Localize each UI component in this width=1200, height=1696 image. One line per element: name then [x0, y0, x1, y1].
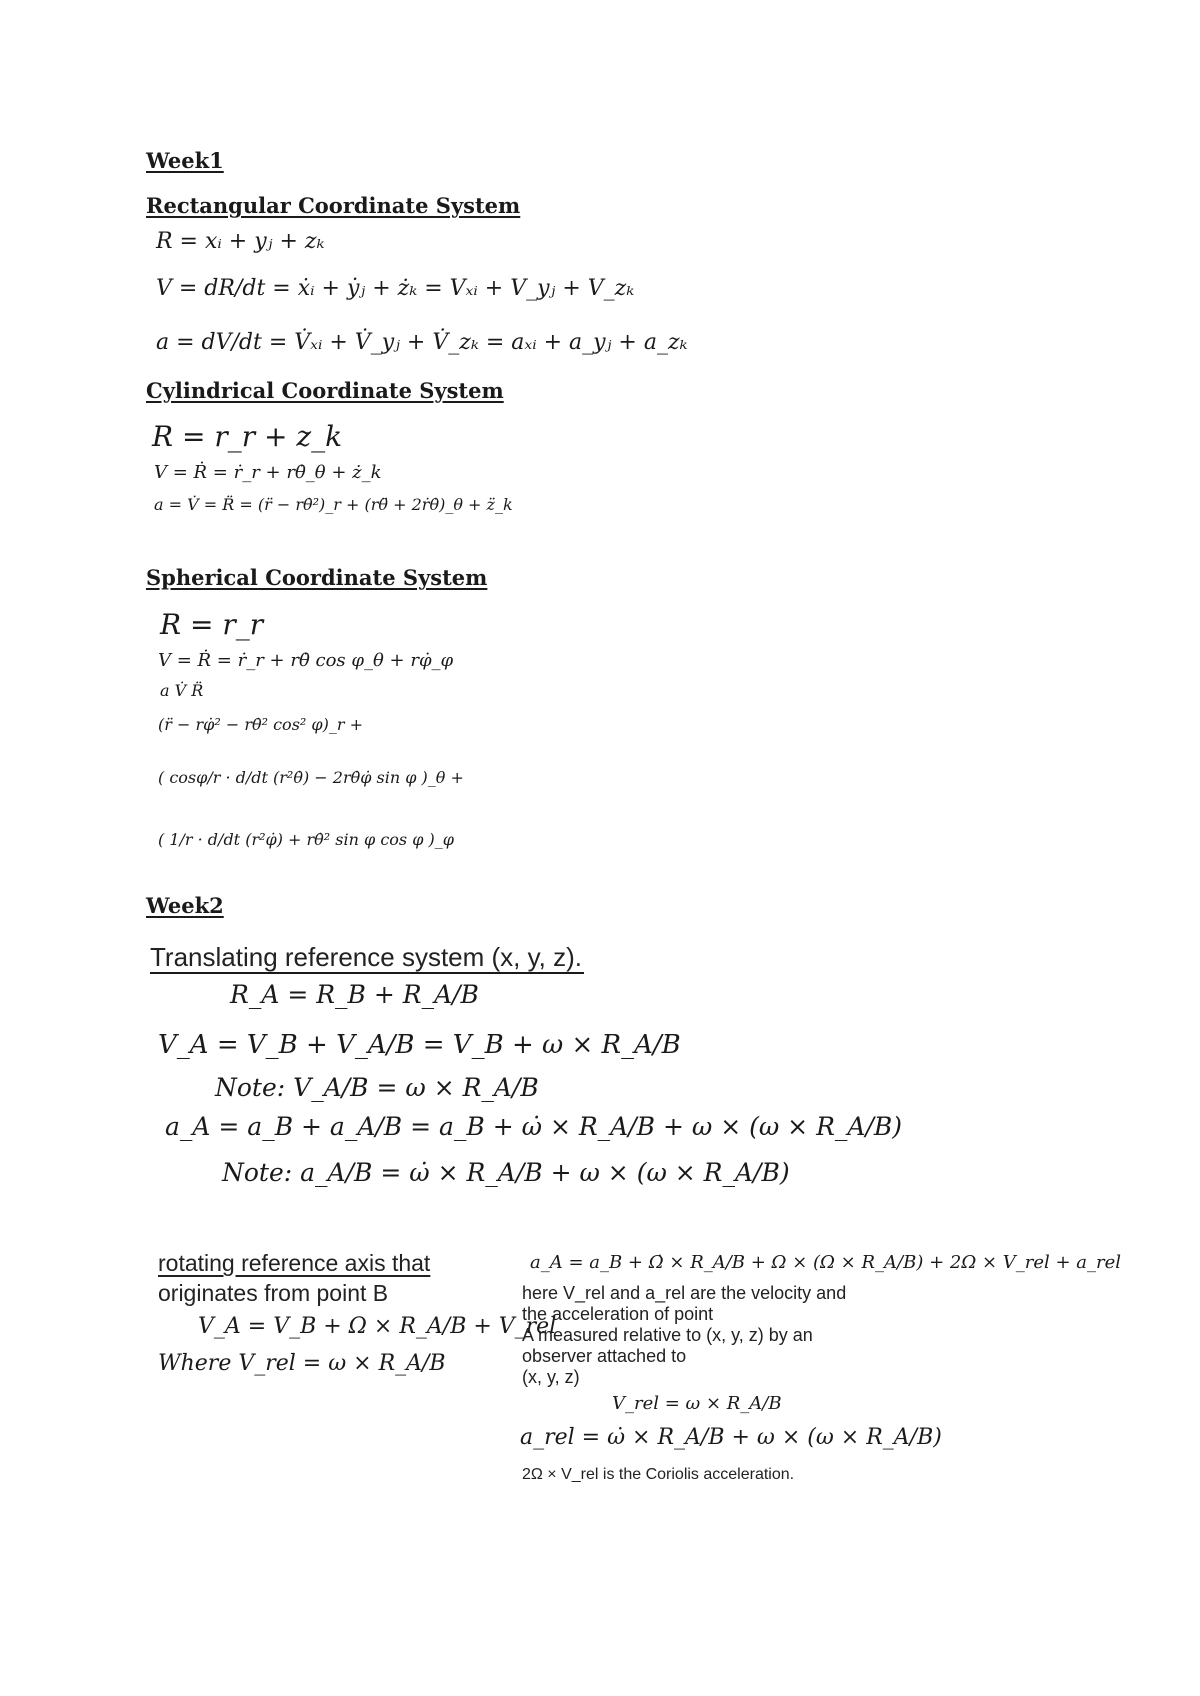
rot-note-line1: here V_rel and a_rel are the velocity and: [522, 1283, 847, 1303]
rotating-heading-line2: originates from point B: [158, 1280, 389, 1306]
translating-heading: Translating reference system (x, y, z).: [150, 942, 583, 972]
rot-note-line3: A measured relative to (x, y, z) by an: [522, 1325, 813, 1345]
trans-position-eq: R_A = R_B + R_A/B: [230, 980, 479, 1009]
sph-acceleration-label: a V̇ R̈: [160, 681, 204, 700]
rot-note-line4: observer attached to: [522, 1346, 687, 1366]
cyl-velocity-eq: V = Ṙ = ṙ_r + rθ̇_θ + ż_k: [154, 462, 382, 483]
trans-velocity-eq: V_A = V_B + V_A/B = V_B + ω × R_A/B: [158, 1030, 681, 1060]
rot-where-eq: Where V_rel = ω × R_A/B: [158, 1351, 446, 1376]
translating-underline: [150, 972, 584, 974]
rot-velocity-eq: V_A = V_B + Ω × R_A/B + V_rel: [198, 1314, 557, 1339]
rot-note-line5: (x, y, z): [522, 1367, 580, 1387]
rot-note-line2: the acceleration of point: [522, 1304, 714, 1324]
rectangular-heading: Rectangular Coordinate System: [146, 193, 521, 218]
rotating-heading-line1: rotating reference axis that: [158, 1250, 431, 1276]
rot-acceleration-eq: a_A = a_B + Ω̇ × R_A/B + Ω × (Ω × R_A/B) + 2Ω × V_rel + a_rel: [530, 1252, 1122, 1273]
trans-velocity-note: Note: V_A/B = ω × R_A/B: [215, 1073, 539, 1102]
sph-position-eq: R = r_r: [160, 608, 264, 641]
sph-velocity-eq: V = Ṙ = ṙ_r + rθ̇ cos φ_θ + rφ̇_φ: [158, 650, 454, 671]
rot-arel-eq: a_rel = ω̇ × R_A/B + ω × (ω × R_A/B): [520, 1425, 942, 1450]
sph-acc-phi-component: ( 1/r · d/dt (r²φ̇) + rθ̇² sin φ cos φ )_φ: [158, 830, 454, 849]
trans-acceleration-eq: a_A = a_B + a_A/B = a_B + ω̇ × R_A/B + ω × (ω × R_A/B): [165, 1112, 902, 1141]
rot-vrel-eq: V_rel = ω × R_A/B: [612, 1393, 782, 1414]
week2-title: Week2: [146, 893, 224, 918]
trans-acceleration-note: Note: a_A/B = ω̇ × R_A/B + ω × (ω × R_A/B): [222, 1158, 790, 1187]
cyl-acceleration-eq: a = V̇ = R̈ = (r̈ − rθ̇²)_r + (rθ̈ + 2ṙθ̇)_θ + z̈_k: [154, 495, 513, 514]
sph-acc-r-component: (r̈ − rφ̇² − rθ̇² cos² φ)_r +: [158, 715, 363, 734]
rect-acceleration-eq: a = dV/dt = V̇ₓᵢ + V̇_yⱼ + V̇_zₖ = aₓᵢ + a_yⱼ + a_zₖ: [156, 330, 688, 355]
spherical-heading: Spherical Coordinate System: [146, 565, 488, 590]
cyl-position-eq: R = r_r + z_k: [152, 420, 343, 453]
coriolis-note: 2Ω × V_rel is the Coriolis acceleration.: [522, 1466, 795, 1483]
sph-acc-theta-component: ( cosφ/r · d/dt (r²θ̇) − 2rθ̇φ̇ sin φ )_θ +: [158, 768, 464, 787]
week1-title: Week1: [146, 148, 224, 173]
rect-velocity-eq: V = dR/dt = ẋᵢ + ẏⱼ + żₖ = Vₓᵢ + V_yⱼ + V_zₖ: [156, 276, 635, 301]
rect-position-eq: R = xᵢ + yⱼ + zₖ: [156, 229, 325, 254]
cylindrical-heading: Cylindrical Coordinate System: [146, 378, 504, 403]
